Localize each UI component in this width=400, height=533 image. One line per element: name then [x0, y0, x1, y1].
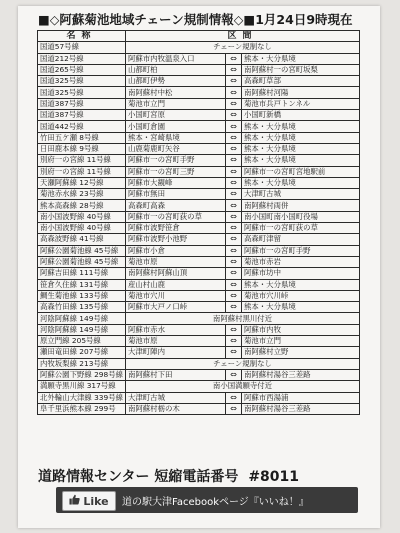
table-row: [38, 358, 360, 369]
table-row: [38, 189, 360, 200]
section-arrow-cell: ⇔: [226, 166, 242, 177]
road-name-cell: 阿蘇公園菊池線 45号線: [38, 245, 126, 256]
table-row: [38, 279, 360, 290]
section-from-cell: 菊池市立門: [126, 98, 226, 109]
road-name-cell: 国道212号線: [38, 53, 126, 64]
section-arrow-cell: ⇔: [226, 177, 242, 188]
section-from-cell: 熊本・宮崎県境: [126, 132, 226, 143]
section-arrow-cell: ⇔: [226, 64, 242, 75]
table-row: [38, 132, 360, 143]
table-row: [38, 64, 360, 75]
section-arrow-cell: ⇔: [226, 392, 242, 403]
road-name-cell: 高森竹田線 135号線: [38, 302, 126, 313]
road-name-cell: 内牧坂梨線 213号線: [38, 358, 126, 369]
table-row: [38, 177, 360, 188]
section-to-cell: 熊本・大分県境: [242, 143, 360, 154]
table-body: [38, 42, 360, 415]
footer-center-label: 道路情報センター 短縮電話番号: [38, 469, 239, 485]
section-from-cell: 阿蘇市赤水: [126, 324, 226, 335]
section-arrow-cell: ⇔: [226, 369, 242, 380]
road-name-cell: 竹田五ケ瀬 8号線: [38, 132, 126, 143]
section-from-cell: 南阿蘇村栃の木: [126, 403, 226, 414]
section-to-cell: 小国町新橋: [242, 110, 360, 121]
section-note-cell: 南阿蘇村黒川付近: [126, 313, 360, 324]
road-name-cell: 熊本高森線 28号線: [38, 200, 126, 211]
table-row: [38, 336, 360, 347]
section-from-cell: 阿蘇市内牧温泉入口: [126, 53, 226, 64]
section-to-cell: 菊池市穴川峠: [242, 290, 360, 301]
road-name-cell: 国道325号線: [38, 87, 126, 98]
section-to-cell: 南阿蘇村一の宮町坂梨: [242, 64, 360, 75]
section-from-cell: 南阿蘇村中松: [126, 87, 226, 98]
section-note-cell: チェーン規制なし: [126, 42, 360, 53]
header-name: 名称: [38, 31, 126, 42]
section-arrow-cell: ⇔: [226, 268, 242, 279]
like-button-label: Like: [83, 494, 109, 508]
road-name-cell: 阿蘇公園下野線 298号線: [38, 369, 126, 380]
notice-title: ■◇阿蘇菊池地域チェーン規制情報◇■1月24日9時現在: [38, 12, 353, 27]
section-from-cell: 大津町古城: [126, 392, 226, 403]
section-arrow-cell: ⇔: [226, 87, 242, 98]
section-arrow-cell: ⇔: [226, 302, 242, 313]
road-name-cell: 鯛生菊池線 133号線: [38, 290, 126, 301]
section-note-cell: 南小国満願寺付近: [126, 381, 360, 392]
section-arrow-cell: ⇔: [226, 256, 242, 267]
section-from-cell: 阿蘇市一の宮町荻の草: [126, 211, 226, 222]
road-name-cell: 菊池赤水線 23号線: [38, 189, 126, 200]
table-row: [38, 155, 360, 166]
road-name-cell: 別府一の宮線 11号線: [38, 166, 126, 177]
section-to-cell: 阿蘇市一の宮町宮地駅前: [242, 166, 360, 177]
section-to-cell: 菊池市兵戸トンネル: [242, 98, 360, 109]
footer-phone-line: [38, 466, 299, 486]
road-name-cell: 瀬田竜田線 207号線: [38, 347, 126, 358]
section-from-cell: 阿蘇市一の宮町手野: [126, 155, 226, 166]
section-arrow-cell: ⇔: [226, 110, 242, 121]
section-to-cell: 南阿蘇村立野: [242, 347, 360, 358]
section-to-cell: 高森町草部: [242, 76, 360, 87]
section-from-cell: 小国町倉園: [126, 121, 226, 132]
table-row: [38, 256, 360, 267]
like-button[interactable]: [62, 491, 116, 511]
table-row: [38, 110, 360, 121]
section-to-cell: 熊本・大分県境: [242, 121, 360, 132]
table-row: [38, 143, 360, 154]
road-name-cell: 別府一の宮線 11号線: [38, 155, 126, 166]
table-row: [38, 53, 360, 64]
road-name-cell: 笹倉久住線 131号線: [38, 279, 126, 290]
table-row: [38, 76, 360, 87]
road-name-cell: 国道57号線: [38, 42, 126, 53]
section-to-cell: 阿蘇市一の宮町荻の草: [242, 223, 360, 234]
section-from-cell: 阿蘇市大観峰: [126, 177, 226, 188]
table-row: [38, 392, 360, 403]
section-from-cell: 山都町柏: [126, 64, 226, 75]
table-row: [38, 245, 360, 256]
section-arrow-cell: ⇔: [226, 53, 242, 64]
thumbs-up-icon: [69, 494, 80, 508]
road-name-cell: 日田鹿本線 9号線: [38, 143, 126, 154]
section-to-cell: 熊本・大分県境: [242, 132, 360, 143]
section-to-cell: 阿蘇市西湯浦: [242, 392, 360, 403]
road-name-cell: 国道387号線: [38, 110, 126, 121]
like-bar-text: 道の駅大津Facebookページ『いいね！』: [122, 497, 309, 508]
road-name-cell: 国道325号線: [38, 76, 126, 87]
section-to-cell: 南阿蘇村両併: [242, 200, 360, 211]
section-to-cell: 南阿蘇村河陽: [242, 87, 360, 98]
section-to-cell: 阿蘇市坊中: [242, 268, 360, 279]
section-from-cell: 小国町宮原: [126, 110, 226, 121]
section-note-cell: チェーン規制なし: [126, 358, 360, 369]
table-row: [38, 98, 360, 109]
section-from-cell: 菊池市原: [126, 336, 226, 347]
table-row: [38, 121, 360, 132]
section-to-cell: 南阿蘇村湯谷三差路: [242, 403, 360, 414]
table-row: [38, 211, 360, 222]
section-to-cell: 高森町津留: [242, 234, 360, 245]
table-row: [38, 234, 360, 245]
section-to-cell: 大津町古城: [242, 189, 360, 200]
section-to-cell: 阿蘇市一の宮町手野: [242, 245, 360, 256]
section-to-cell: 阿蘇市内牧: [242, 324, 360, 335]
road-name-cell: 北外輪山大津線 339号線: [38, 392, 126, 403]
section-from-cell: 阿蘇市一の宮町三野: [126, 166, 226, 177]
section-arrow-cell: ⇔: [226, 211, 242, 222]
section-from-cell: 阿蘇市無田: [126, 189, 226, 200]
table-header-row: [38, 31, 360, 42]
road-name-cell: 河陰阿蘇線 149号線: [38, 313, 126, 324]
section-to-cell: 菊池市赤岩: [242, 256, 360, 267]
section-from-cell: 南阿蘇村阿蘇山頂: [126, 268, 226, 279]
road-name-cell: 阿蘇吉田線 111号線: [38, 268, 126, 279]
section-arrow-cell: ⇔: [226, 290, 242, 301]
section-arrow-cell: ⇔: [226, 336, 242, 347]
section-arrow-cell: ⇔: [226, 324, 242, 335]
section-from-cell: 南阿蘇村下田: [126, 369, 226, 380]
section-to-cell: 熊本・大分県境: [242, 155, 360, 166]
section-from-cell: 阿蘇市小倉: [126, 245, 226, 256]
road-name-cell: 満願寺黒川線 317号線: [38, 381, 126, 392]
header-section: 区間: [126, 31, 360, 42]
section-arrow-cell: ⇔: [226, 223, 242, 234]
section-to-cell: 熊本・大分県境: [242, 279, 360, 290]
section-to-cell: 南小国町南小国町役場: [242, 211, 360, 222]
section-to-cell: 熊本・大分県境: [242, 53, 360, 64]
section-to-cell: 菊池市立門: [242, 336, 360, 347]
section-arrow-cell: ⇔: [226, 200, 242, 211]
table-row: [38, 290, 360, 301]
table-row: [38, 166, 360, 177]
road-name-cell: 国道387号線: [38, 98, 126, 109]
section-arrow-cell: ⇔: [226, 189, 242, 200]
section-to-cell: 熊本・大分県境: [242, 177, 360, 188]
section-arrow-cell: ⇔: [226, 76, 242, 87]
facebook-like-bar: [56, 487, 358, 513]
section-arrow-cell: ⇔: [226, 155, 242, 166]
section-to-cell: 熊本・大分県境: [242, 302, 360, 313]
road-name-cell: 国道442号線: [38, 121, 126, 132]
section-from-cell: 菊池市原: [126, 256, 226, 267]
section-from-cell: 阿蘇市波野小池野: [126, 234, 226, 245]
table-row: [38, 302, 360, 313]
road-name-cell: 高森波野線 41号線: [38, 234, 126, 245]
chain-regulation-table: [37, 30, 360, 415]
section-arrow-cell: ⇔: [226, 98, 242, 109]
section-arrow-cell: ⇔: [226, 279, 242, 290]
table-row: [38, 223, 360, 234]
section-from-cell: 山都町伊勢: [126, 76, 226, 87]
section-to-cell: 南阿蘇村湯谷三差路: [242, 369, 360, 380]
section-arrow-cell: ⇔: [226, 347, 242, 358]
section-arrow-cell: ⇔: [226, 245, 242, 256]
road-name-cell: 河陰阿蘇線 149号線: [38, 324, 126, 335]
road-name-cell: 原立門線 205号線: [38, 336, 126, 347]
table-row: [38, 403, 360, 414]
footer-phone-number: #8011: [248, 469, 300, 485]
table-row: [38, 87, 360, 98]
road-name-cell: 天瀬阿蘇線 12号線: [38, 177, 126, 188]
road-name-cell: 阜千里浜熊本線 299号: [38, 403, 126, 414]
section-from-cell: 大津町陣内: [126, 347, 226, 358]
section-from-cell: 高森町高森: [126, 200, 226, 211]
table-row: [38, 347, 360, 358]
section-from-cell: 阿蘇市大戸ノ口峠: [126, 302, 226, 313]
section-arrow-cell: ⇔: [226, 143, 242, 154]
section-from-cell: 阿蘇市波野笹倉: [126, 223, 226, 234]
table-row: [38, 200, 360, 211]
table-row: [38, 324, 360, 335]
table-row: [38, 42, 360, 53]
road-name-cell: 国道265号線: [38, 64, 126, 75]
table-row: [38, 268, 360, 279]
section-arrow-cell: ⇔: [226, 121, 242, 132]
section-from-cell: 産山村山鹿: [126, 279, 226, 290]
table-row: [38, 381, 360, 392]
table-row: [38, 369, 360, 380]
section-from-cell: 山鹿菊鹿町矢谷: [126, 143, 226, 154]
table-row: [38, 313, 360, 324]
section-arrow-cell: ⇔: [226, 403, 242, 414]
section-arrow-cell: ⇔: [226, 132, 242, 143]
road-name-cell: 南小国波野線 40号線: [38, 223, 126, 234]
road-name-cell: 南小国波野線 40号線: [38, 211, 126, 222]
road-name-cell: 阿蘇公園菊池線 45号線: [38, 256, 126, 267]
section-arrow-cell: ⇔: [226, 234, 242, 245]
section-from-cell: 菊池市穴川: [126, 290, 226, 301]
